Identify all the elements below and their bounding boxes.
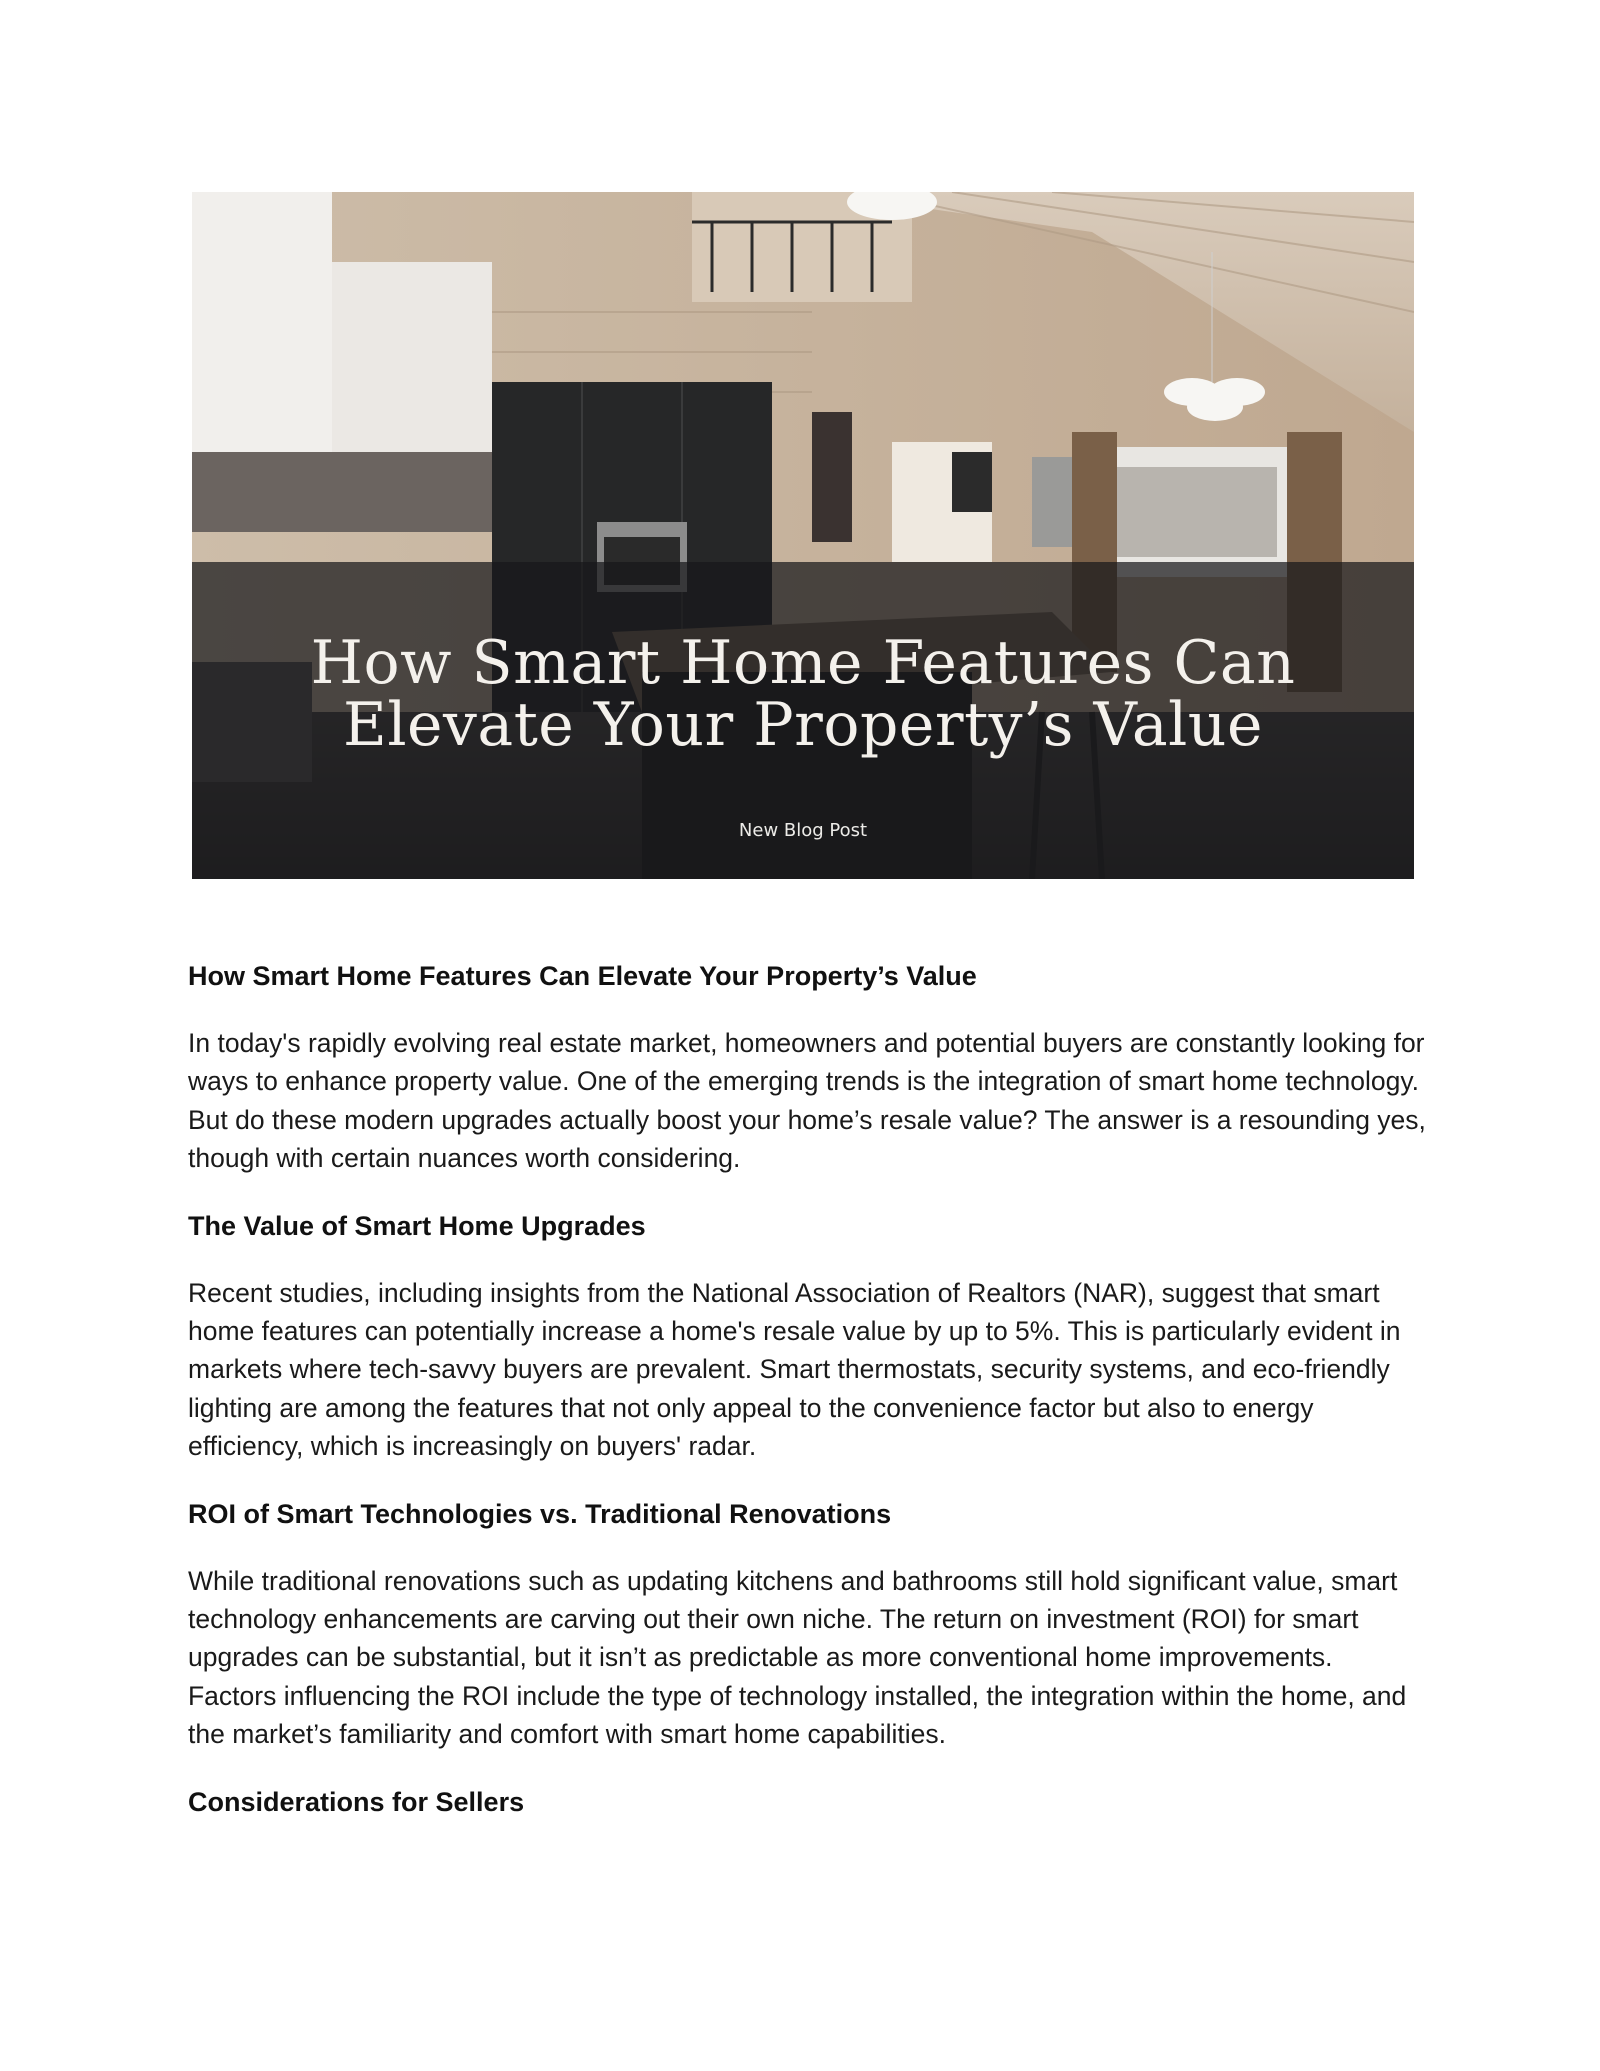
intro-paragraph: In today's rapidly evolving real estate market, homeowners and potential buyers are constantly looking for ways to enhance property value. One of the emerging trends is the integration of smart home technology. But do these modern upgrades actually boost your home’s resale value? The answer is a resounding yes, though with certain nuances worth considering.: [188, 1028, 1426, 1174]
section-paragraph-value: Recent studies, including insights from the National Association of Realtors (NAR), suggest that smart home features can potentially increase a home's resale value by up to 5%. This is particularly evident in markets where tech-savvy buyers are prevalent. Smart thermostats, security systems, and eco-friendly lighting are among the features that not only appeal to the convenience factor but also to energy efficiency, which is increasingly on buyers' radar.: [188, 1277, 1401, 1462]
hero-title-line-2: Elevate Your Property’s Value: [343, 690, 1263, 760]
section-heading-sellers: Considerations for Sellers: [188, 1786, 525, 1817]
article-title: How Smart Home Features Can Elevate Your Property’s Value: [188, 961, 977, 991]
article-body: [188, 958, 1428, 1820]
section-heading-value: The Value of Smart Home Upgrades: [188, 1210, 646, 1241]
section-paragraph-roi: While traditional renovations such as updating kitchens and bathrooms still hold significant value, smart technology enhancements are carving out their own niche. The return on investment (ROI) for smart upgrades can be substantial, but it isn’t as predictable as more conventional home improvements. Factors influencing the ROI include the type of technology installed, the integration within the home, and the market’s familiarity and comfort with smart home capabilities.: [188, 1565, 1407, 1750]
hero-banner: [192, 192, 1414, 879]
section-heading-roi: ROI of Smart Technologies vs. Traditional Renovations: [188, 1498, 892, 1529]
hero-title-line-1: How Smart Home Features Can: [310, 628, 1296, 698]
hero-title: [192, 628, 1414, 760]
hero-subtitle: New Blog Post: [738, 820, 868, 841]
